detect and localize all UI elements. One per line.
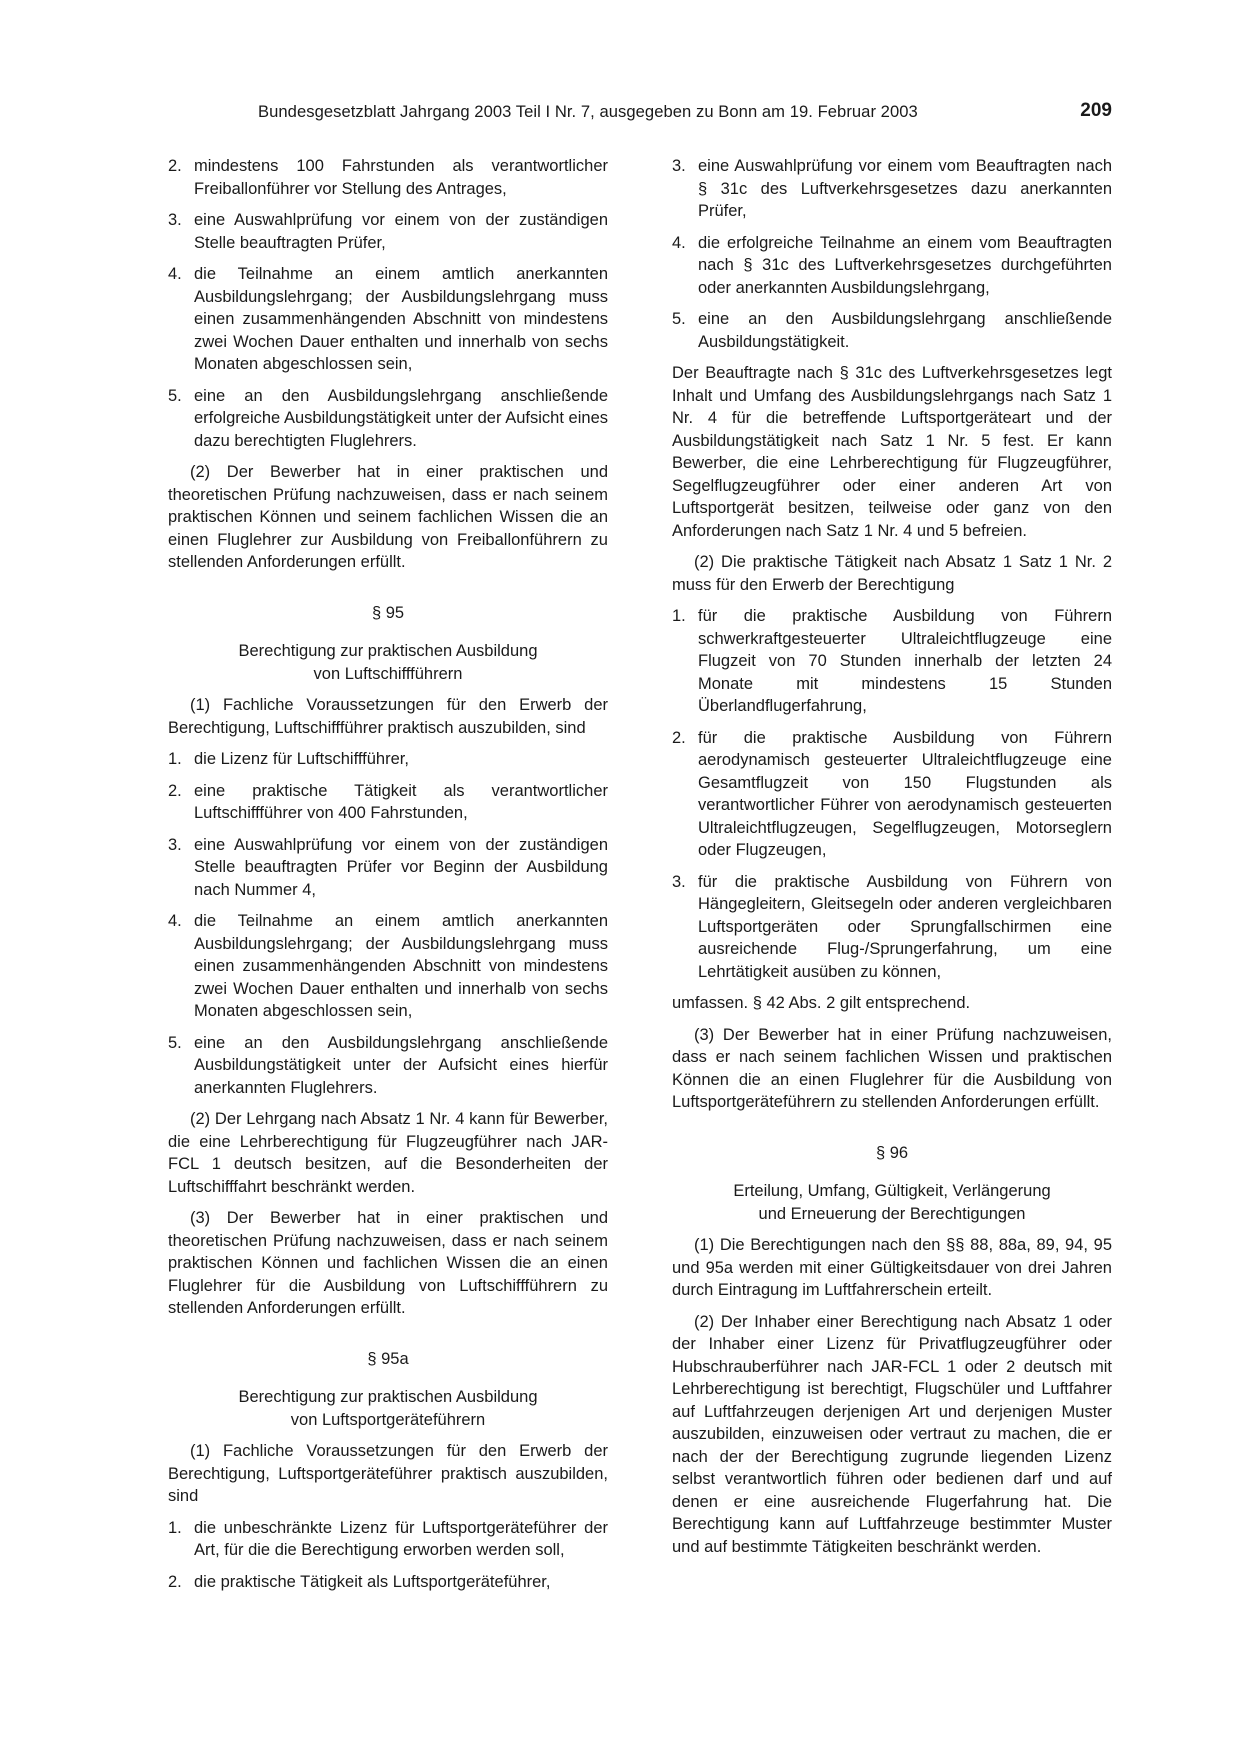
item-text: die erfolgreiche Teilnahme an einem vom Beauftragten nach § 31c des Luftverkehrsgesetzes durchgeführten oder anerkannten Ausbildungslehrgang, [698, 233, 1112, 297]
item-text: eine Auswahlprüfung vor einem von der zuständigen Stelle beauftragten Prüfer vor Beginn der Ausbildung nach Nummer 4, [194, 835, 608, 899]
item-text: die Teilnahme an einem amtlich anerkannten Ausbildungslehrgang; der Ausbildungslehrgang muss einen zusammenhängenden Abschnitt von mindestens zwei Wochen Dauer enthalten und innerhalb von sechs Monaten abgeschlossen sein, [194, 912, 608, 1020]
item-number: 5. [672, 310, 686, 328]
item-text: für die praktische Ausbildung von Führern von Hängegleitern, Gleitsegeln oder anderen vergleichbaren Luftsportgeräten oder Sprungfallschirmen eine ausreichende Flug-/Sprungerfahrung, um eine Lehrtätigkeit ausüben zu können, [698, 872, 1112, 981]
item-number: 5. [168, 1033, 182, 1052]
section-title [672, 1180, 1112, 1225]
item-number: 1. [672, 607, 686, 625]
list-item [672, 232, 1112, 300]
list-item [168, 155, 608, 200]
list-item [168, 834, 608, 902]
item-number: 3. [672, 872, 686, 891]
item-text: mindestens 100 Fahrstunden als verantwortlicher Freiballonführer vor Stellung des Antrages, [194, 157, 608, 198]
paragraph: (3) Der Bewerber hat in einer praktischen und theoretischen Prüfung nachzuweisen, dass er nach seinem praktischen Können und fachlichen Wissen die an einen Fluglehrer für die Ausbildung von Luftschiffführern zu stellenden Anforderungen erfüllt. [168, 1209, 608, 1317]
list-item [168, 1032, 608, 1100]
item-number: 4. [168, 265, 182, 283]
item-number: 2. [168, 1572, 182, 1591]
item-text: eine praktische Tätigkeit als verantwortlicher Luftschiffführer von 400 Fahrstunden, [194, 781, 608, 822]
list-item [672, 155, 1112, 223]
section-title-line: Berechtigung zur praktischen Ausbildung [238, 1388, 538, 1406]
item-number: 4. [672, 233, 686, 252]
item-number: 5. [168, 386, 182, 405]
list-item [168, 263, 608, 376]
section-heading-96 [672, 1142, 1112, 1226]
item-number: 1. [168, 750, 182, 768]
item-text: eine an den Ausbildungslehrgang anschließende erfolgreiche Ausbildungstätigkeit unter der Aufsicht eines dazu berechtigten Fluglehrers. [194, 386, 608, 450]
section-title-line: Berechtigung zur praktischen Ausbildung [238, 642, 538, 660]
list-item [672, 871, 1112, 984]
list-item [168, 748, 608, 771]
paragraph: (1) Fachliche Voraussetzungen für den Erwerb der Berechtigung, Luftsportgeräteführer praktisch auszubilden, sind [168, 1442, 608, 1505]
item-text: die Lizenz für Luftschiffführer, [194, 750, 409, 768]
section-title-line: und Erneuerung der Berechtigungen [758, 1204, 1026, 1223]
list-item [168, 1517, 608, 1562]
item-text: die praktische Tätigkeit als Luftsportgeräteführer, [194, 1572, 551, 1591]
item-number: 1. [168, 1518, 182, 1537]
item-number: 2. [168, 157, 182, 175]
list-item [168, 780, 608, 825]
item-text: die Teilnahme an einem amtlich anerkannten Ausbildungslehrgang; der Ausbildungslehrgang muss einen zusammenhängenden Abschnitt von mindestens zwei Wochen Dauer enthalten und innerhalb von sechs Monaten abgeschlossen sein, [194, 265, 608, 373]
paragraph: (1) Die Berechtigungen nach den §§ 88, 88a, 89, 94, 95 und 95a werden mit einer Gültigkeitsdauer von drei Jahren durch Eintragung im Luftfahrerschein erteilt. [672, 1236, 1112, 1299]
list-item [672, 727, 1112, 862]
header-title: Bundesgesetzblatt Jahrgang 2003 Teil I Nr. 7, ausgegeben zu Bonn am 19. Februar 2003 [258, 102, 918, 121]
item-text: für die praktische Ausbildung von Führern schwerkraftgesteuerter Ultraleichtflugzeuge eine Flugzeit von 70 Stunden innerhalb der letzten 24 Monate mit mindestens 15 Stunden Überlandflugerfahrung, [698, 607, 1112, 715]
section-title [168, 640, 608, 685]
page-header [168, 100, 1112, 126]
list-item [672, 605, 1112, 718]
item-text: die unbeschränkte Lizenz für Luftsportgeräteführer der Art, für die die Berechtigung erworben werden soll, [194, 1518, 608, 1559]
item-text: eine Auswahlprüfung vor einem vom Beauftragten nach § 31c des Luftverkehrsgesetzes dazu anerkannten Prüfer, [698, 157, 1112, 220]
section-title-line: von Luftsportgeräteführern [290, 1410, 486, 1429]
paragraph: (2) Der Inhaber einer Berechtigung nach Absatz 1 oder der Inhaber einer Lizenz für Privatflugzeugführer oder Hubschrauberführer nach JAR-FCL 1 oder 2 deutsch mit Lehrberechtigung ist berechtigt, Flugschüler und Luftfahrer auf Luftfahrzeugen derjenigen Art und derjenigen Muster auszubilden, einzuweisen oder vertraut zu machen, die er nach der der Berechtigung zugrunde liegenden Lizenz selbst verantwortlich führen oder bedienen darf und auf denen er eine ausreichende Flugerfahrung hat. Die Berechtigung kann auf Luftfahrzeuge bestimmter Muster und auf bestimmte Tätigkeiten beschränkt werden. [672, 1312, 1112, 1556]
item-text: eine Auswahlprüfung vor einem von der zuständigen Stelle beauftragten Prüfer, [194, 211, 608, 252]
item-text: eine an den Ausbildungslehrgang anschließende Ausbildungstätigkeit. [698, 310, 1112, 351]
right-column [672, 155, 1112, 1567]
item-number: 2. [168, 781, 182, 800]
left-column [168, 155, 608, 1602]
section-title [168, 1386, 608, 1431]
section-number: § 96 [875, 1143, 909, 1162]
section-number: § 95a [367, 1349, 409, 1368]
paragraph: umfassen. § 42 Abs. 2 gilt entsprechend. [672, 994, 971, 1012]
paragraph: Der Beauftragte nach § 31c des Luftverkehrsgesetzes legt Inhalt und Umfang des Ausbildungslehrgangs nach Satz 1 Nr. 4 für die betreffende Luftsportgeräteart und der Ausbildungstätigkeit nach Satz 1 Nr. 5 fest. Er kann Bewerber, die eine Lehrberechtigung für Flugzeugführer, Segelflugzeugführer oder einer anderen Art von Luftsportgerät besitzen, teilweise oder ganz von den Anforderungen nach Satz 1 Nr. 4 und 5 befreien. [672, 364, 1112, 540]
section-title-line: von Luftschiffführern [313, 664, 463, 683]
list-item [168, 910, 608, 1023]
paragraph: (2) Der Bewerber hat in einer praktischen und theoretischen Prüfung nachzuweisen, dass er nach seinem praktischen Können und seinem fachlichen Wissen die an einen Fluglehrer zur Ausbildung von Freiballonführern zu stellenden Anforderungen erfüllt. [168, 463, 608, 571]
section-title-line: Erteilung, Umfang, Gültigkeit, Verlängerung [733, 1182, 1051, 1200]
section-heading-95a [168, 1348, 608, 1432]
item-number: 3. [168, 211, 182, 229]
list-item [168, 385, 608, 453]
item-number: 2. [672, 728, 686, 747]
section-heading-95 [168, 602, 608, 686]
paragraph: (2) Der Lehrgang nach Absatz 1 Nr. 4 kann für Bewerber, die eine Lehrberechtigung für Flugzeugführer nach JAR-FCL 1 deutsch besitzen, auf die Besonderheiten der Luftschifffahrt beschränkt werden. [168, 1110, 608, 1196]
paragraph: (1) Fachliche Voraussetzungen für den Erwerb der Berechtigung, Luftschiffführer praktisch auszubilden, sind [168, 696, 608, 737]
item-number: 3. [672, 157, 686, 175]
item-text: für die praktische Ausbildung von Führern aerodynamisch gesteuerter Ultraleichtflugzeuge eine Gesamtflugzeit von 150 Flugstunden als verantwortlicher Führer von aerodynamisch gesteuerten Ultraleichtflugzeugen, Segelflugzeugen, Motorseglern oder Flugzeugen, [698, 728, 1112, 859]
item-number: 4. [168, 912, 182, 930]
section-number: § 95 [371, 603, 405, 622]
paragraph: (2) Die praktische Tätigkeit nach Absatz 1 Satz 1 Nr. 2 muss für den Erwerb der Berechtigung [672, 553, 1112, 594]
paragraph: (3) Der Bewerber hat in einer Prüfung nachzuweisen, dass er nach seinem fachlichen Wissen und praktischen Können die an einen Fluglehrer für die Ausbildung von Luftsportgeräteführern zu stellenden Anforderungen erfüllt. [672, 1025, 1112, 1111]
list-item [168, 1571, 608, 1594]
item-number: 3. [168, 835, 182, 854]
item-text: eine an den Ausbildungslehrgang anschließende Ausbildungstätigkeit unter der Aufsicht eines hierfür anerkannten Fluglehrers. [194, 1033, 608, 1097]
list-item [672, 308, 1112, 353]
page-number: 209 [1080, 100, 1112, 121]
list-item [168, 209, 608, 254]
